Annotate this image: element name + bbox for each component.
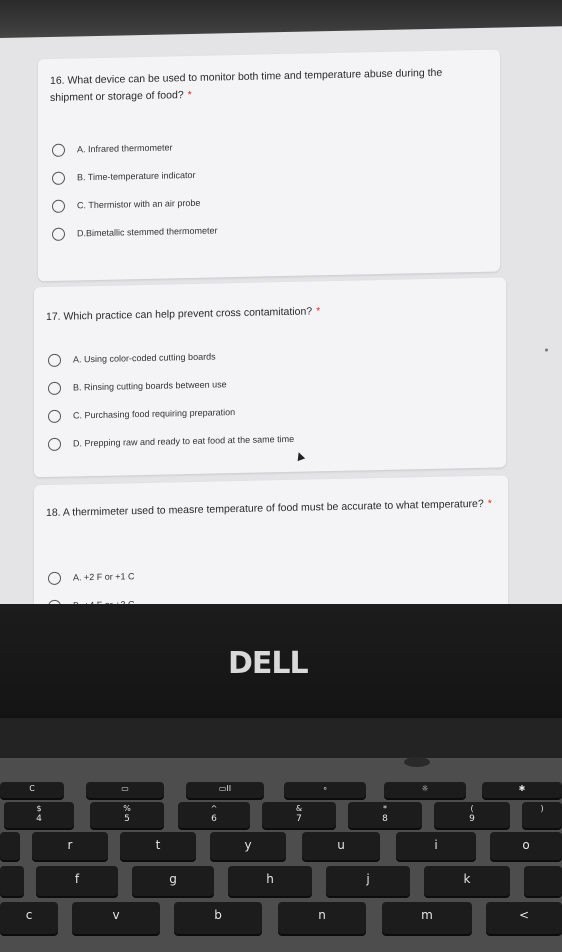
key-9[interactable]: ( 9 xyxy=(434,802,510,828)
question-title: 18. A thermimeter used to measre temperature of food must be accurate to what temperature? * xyxy=(46,497,492,520)
option-label: D. Prepping raw and ready to eat food at the same time xyxy=(73,433,295,449)
option-label: A. +2 F or +1 C xyxy=(73,571,135,583)
key-fn[interactable]: ✱ xyxy=(482,782,562,798)
question-title: 16. What device can be used to monitor both time and temperature abuse during the shipment or storage of food? * xyxy=(50,66,443,104)
option-label: A. Infrared thermometer xyxy=(77,142,173,155)
key-fn[interactable]: ▭ xyxy=(86,782,164,798)
key-fn[interactable]: ☼ xyxy=(384,782,466,798)
question-title: 17. Which practice can help prevent cross contamitation? * xyxy=(46,305,321,324)
key-7[interactable]: & 7 xyxy=(262,802,336,828)
key-t[interactable]: t xyxy=(120,832,196,860)
key-fn[interactable]: C xyxy=(0,782,64,798)
key-fn[interactable]: ∘ xyxy=(284,782,366,798)
browser-screen xyxy=(0,26,562,618)
option-label: A. Using color-coded cutting boards xyxy=(73,351,216,365)
key-r[interactable]: r xyxy=(32,832,108,860)
option-label: C. Purchasing food requiring preparation xyxy=(73,407,236,421)
key-6[interactable]: ^ 6 xyxy=(178,802,250,828)
key-v[interactable]: v xyxy=(72,902,160,934)
key-b[interactable]: b xyxy=(174,902,262,934)
key-c[interactable]: c xyxy=(0,902,58,934)
key-comma[interactable]: < xyxy=(486,902,562,934)
key-h[interactable]: h xyxy=(228,866,312,896)
key-edge[interactable] xyxy=(0,866,24,896)
key-k[interactable]: k xyxy=(424,866,510,896)
key-j[interactable]: j xyxy=(326,866,410,896)
key-l[interactable] xyxy=(524,866,562,896)
option-b[interactable] xyxy=(52,166,196,187)
key-f[interactable]: f xyxy=(36,866,118,896)
radio-button[interactable] xyxy=(48,353,61,366)
required-asterisk: * xyxy=(187,88,192,102)
option-d[interactable] xyxy=(52,221,218,242)
key-fn[interactable]: ▭II xyxy=(186,782,264,798)
option-label: D.Bimetallic stemmed thermometer xyxy=(77,225,218,239)
question-card-18 xyxy=(34,475,508,618)
radio-button[interactable] xyxy=(48,437,61,450)
key-edge[interactable] xyxy=(0,832,20,860)
key-5[interactable]: % 5 xyxy=(90,802,164,828)
key-i[interactable]: i xyxy=(396,832,476,860)
question-card-16 xyxy=(38,50,500,282)
option-label: B. Rinsing cutting boards between use xyxy=(73,379,227,393)
option-label: B. Time-temperature indicator xyxy=(77,169,196,183)
option-a[interactable] xyxy=(52,138,173,159)
question-card-17 xyxy=(34,277,506,477)
key-8[interactable]: * 8 xyxy=(348,802,422,828)
option-b[interactable] xyxy=(48,375,227,397)
hinge-light xyxy=(404,757,430,767)
key-o[interactable]: o xyxy=(490,832,562,860)
option-c[interactable] xyxy=(52,194,200,215)
radio-button[interactable] xyxy=(52,227,65,240)
option-d[interactable] xyxy=(48,430,294,453)
radio-button[interactable] xyxy=(48,571,61,584)
key-g[interactable]: g xyxy=(132,866,214,896)
key-0[interactable]: ) xyxy=(522,802,562,828)
option-label: C. Thermistor with an air probe xyxy=(77,197,201,211)
option-a[interactable] xyxy=(48,567,135,587)
key-y[interactable]: y xyxy=(210,832,286,860)
option-a[interactable] xyxy=(48,347,216,369)
option-c[interactable] xyxy=(48,403,235,425)
radio-button[interactable] xyxy=(52,199,65,212)
required-asterisk: * xyxy=(487,497,492,510)
key-u[interactable]: u xyxy=(302,832,380,860)
key-m[interactable]: m xyxy=(382,902,472,934)
key-4[interactable]: $ 4 xyxy=(4,802,74,828)
radio-button[interactable] xyxy=(48,409,61,422)
edge-dot xyxy=(545,349,548,352)
required-asterisk: * xyxy=(316,305,321,318)
key-n[interactable]: n xyxy=(278,902,366,934)
radio-button[interactable] xyxy=(48,381,61,394)
radio-button[interactable] xyxy=(52,171,65,184)
laptop-hinge xyxy=(0,718,562,758)
keyboard xyxy=(0,758,562,952)
radio-button[interactable] xyxy=(52,143,65,156)
dell-logo: DELL xyxy=(228,646,308,681)
